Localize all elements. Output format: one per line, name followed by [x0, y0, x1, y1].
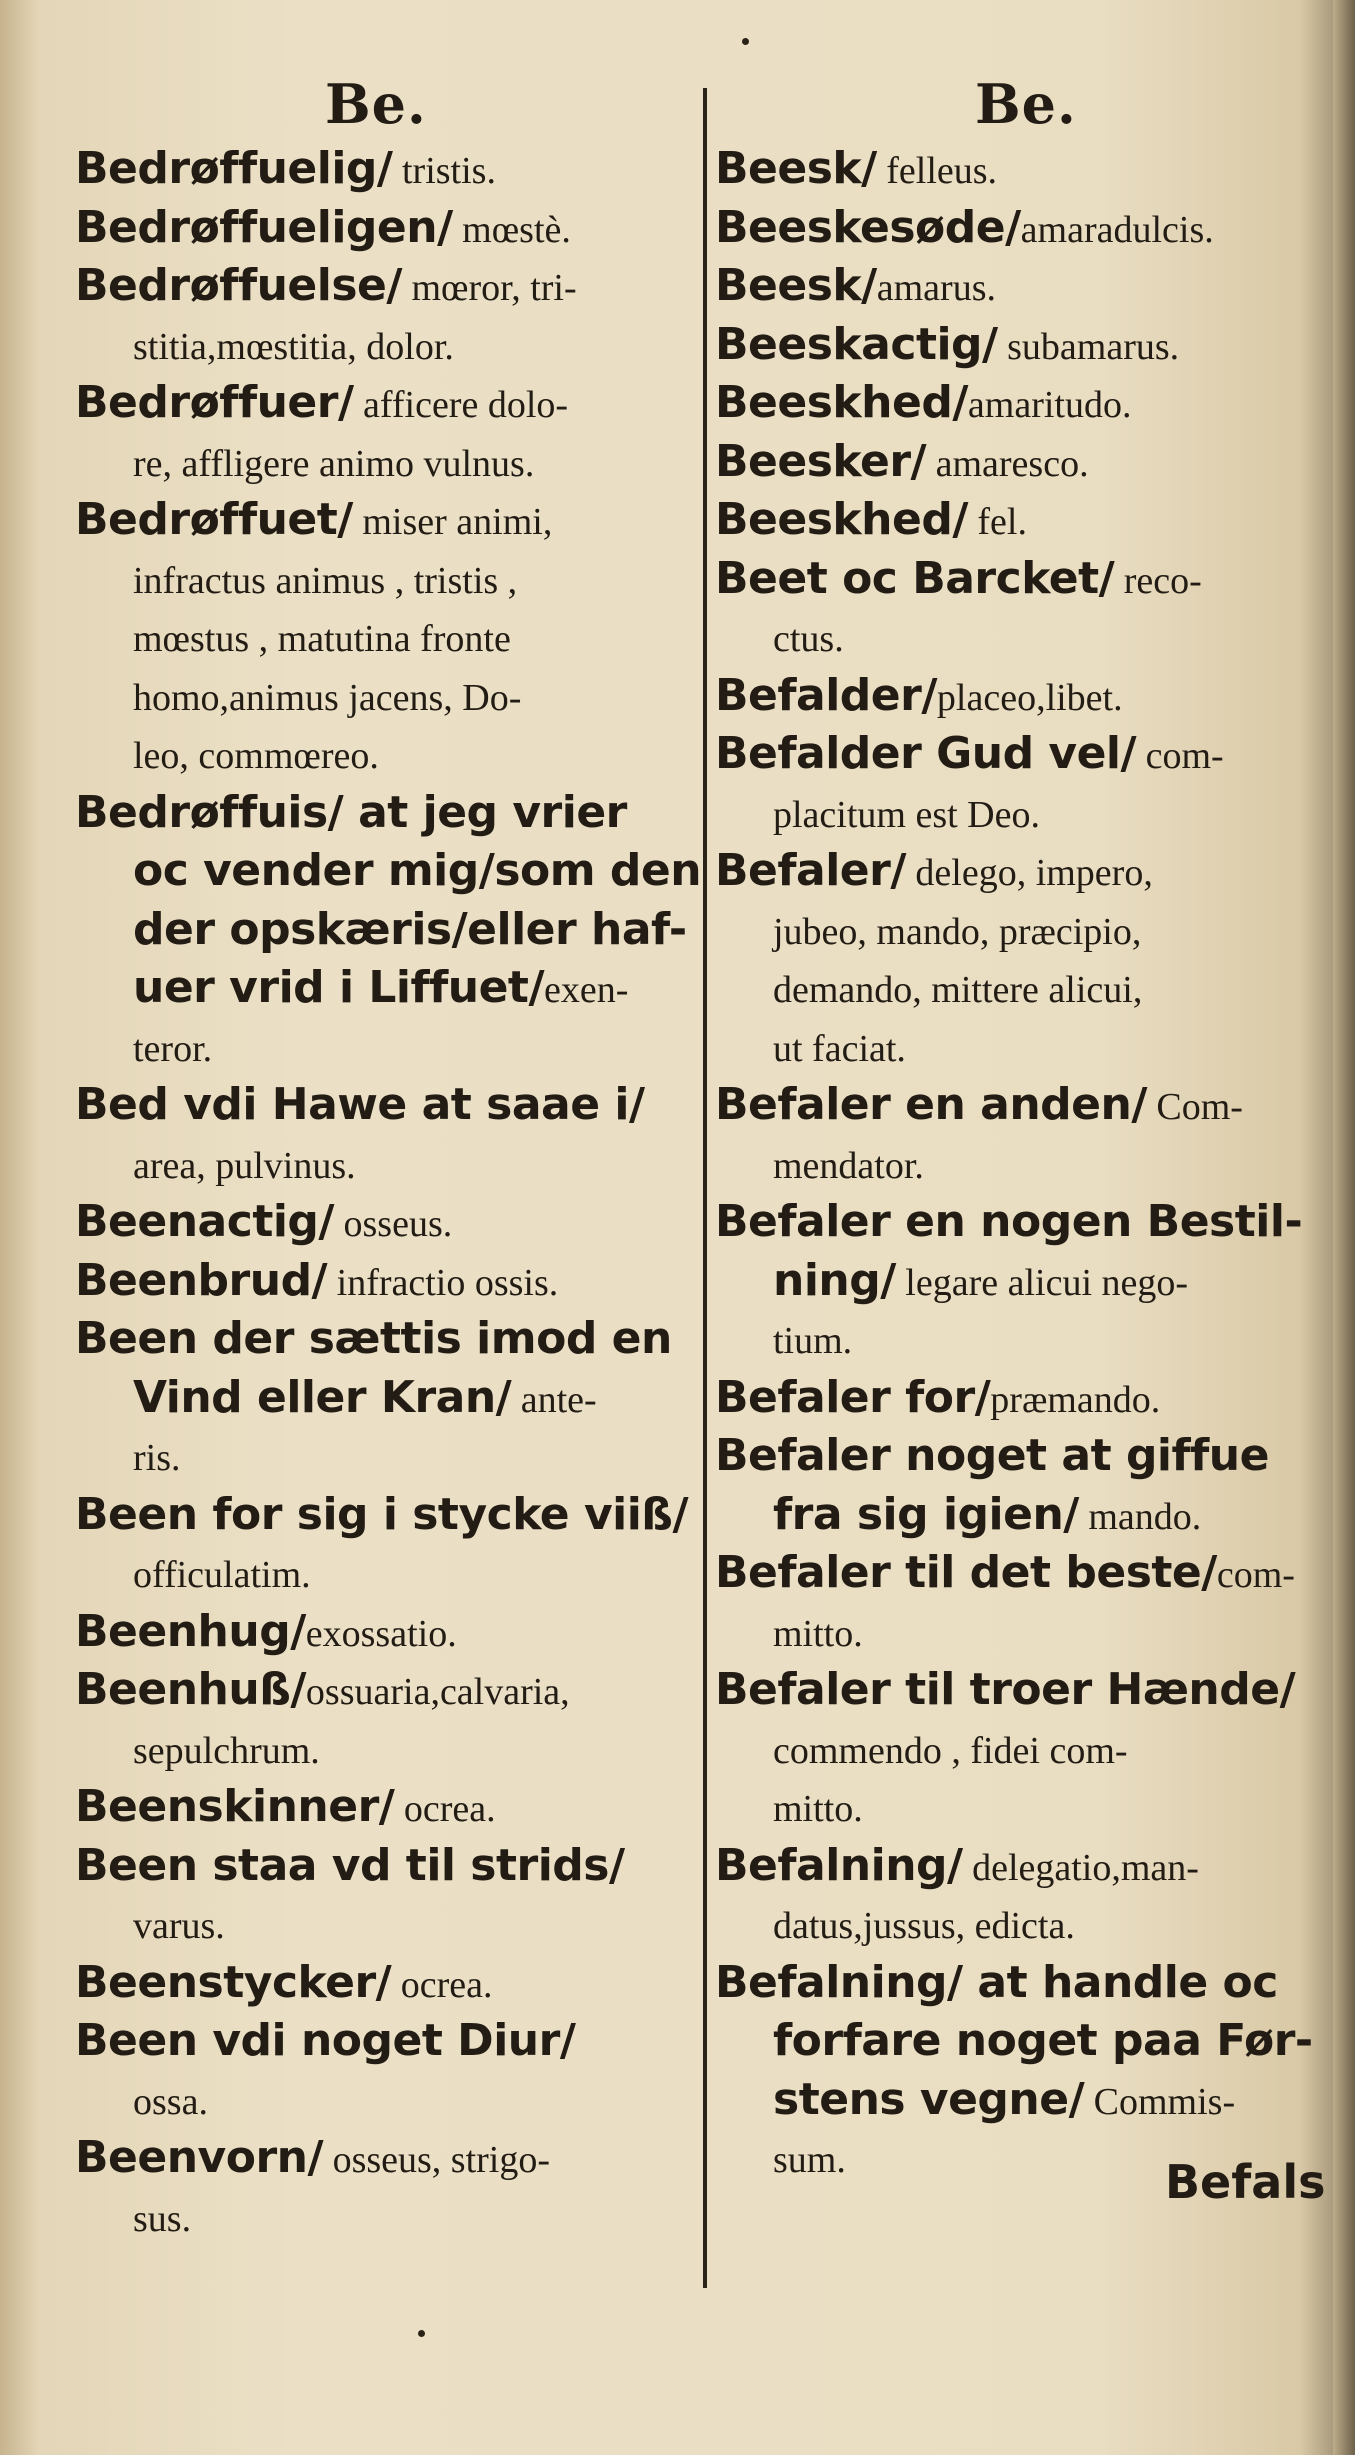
latin-gloss: ossa. — [133, 2080, 208, 2123]
latin-gloss: reco- — [1114, 559, 1202, 602]
entry-line — [773, 1135, 1320, 1194]
entry-line — [75, 784, 685, 843]
latin-gloss: subamarus. — [997, 325, 1180, 368]
entry-line — [715, 1076, 1320, 1135]
dictionary-entry — [75, 2012, 685, 2129]
dictionary-entry — [75, 1252, 685, 1311]
latin-gloss: exossatio. — [305, 1612, 457, 1655]
headword: Beeskesøde/ — [715, 201, 1021, 253]
dictionary-entry — [75, 784, 702, 1077]
latin-gloss: tium. — [773, 1320, 853, 1362]
entry-line — [773, 1486, 1320, 1545]
latin-gloss: placeo,libet. — [936, 676, 1123, 719]
dictionary-entry — [75, 1778, 685, 1837]
entry-line — [133, 1427, 685, 1486]
headword: forfare noget paa Før- — [773, 2015, 1313, 2066]
dictionary-entry — [75, 1193, 685, 1252]
entry-line — [715, 199, 1320, 258]
latin-gloss: area, pulvinus. — [133, 1144, 356, 1187]
latin-gloss: mendator. — [773, 1144, 924, 1187]
dictionary-entry — [715, 199, 1320, 258]
latin-gloss: præmando. — [990, 1378, 1161, 1421]
entry-line — [133, 2071, 685, 2130]
column-divider — [703, 88, 707, 2288]
entry-line — [133, 1135, 685, 1194]
entry-line — [715, 1544, 1320, 1603]
entry-line — [75, 140, 685, 199]
dictionary-entry — [715, 1193, 1320, 1369]
latin-gloss: placitum est Deo. — [773, 793, 1040, 836]
latin-gloss: mitto. — [773, 1788, 863, 1830]
entry-line — [715, 374, 1320, 433]
entry-line — [133, 550, 685, 609]
entry-line — [715, 667, 1320, 726]
headword: Bedrøffuet/ — [75, 494, 353, 545]
entry-line — [773, 1603, 1320, 1662]
dictionary-entry — [75, 1837, 685, 1954]
headword: Bedrøffuelig/ — [75, 143, 393, 194]
latin-gloss: mando. — [1078, 1495, 1202, 1538]
dictionary-entry — [715, 1954, 1320, 2188]
entry-line — [75, 491, 685, 550]
headword: Beeskhed/ — [715, 377, 968, 428]
entry-line — [773, 1778, 1320, 1837]
headword: Befaler til det beste/ — [715, 1547, 1217, 1598]
entry-line — [715, 433, 1320, 492]
entry-line — [715, 842, 1320, 901]
latin-gloss: amaritudo. — [967, 384, 1132, 426]
entry-line — [133, 725, 685, 784]
latin-gloss: varus. — [133, 1905, 225, 1947]
latin-gloss: ut faciat. — [773, 1027, 906, 1070]
entry-line — [75, 2129, 685, 2188]
headword: Bedrøffuis/ at jeg vrier — [75, 786, 627, 838]
headword: Befaler noget at giffue — [715, 1430, 1269, 1481]
headword: Beenstycker/ — [75, 1956, 392, 2008]
latin-gloss: infractio ossis. — [327, 1261, 559, 1304]
latin-gloss: sepulchrum. — [133, 1729, 320, 1772]
entry-line — [75, 1954, 685, 2013]
dictionary-entry — [75, 1954, 685, 2013]
dictionary-entry — [715, 1427, 1320, 1544]
headword: Beesk/ — [715, 143, 877, 194]
headword: Beenvorn/ — [75, 2132, 324, 2183]
dictionary-entry — [715, 433, 1320, 492]
latin-gloss: ossuaria,calvaria, — [305, 1671, 570, 1713]
dictionary-entry — [75, 1076, 685, 1193]
entry-line — [75, 257, 685, 316]
dictionary-entry — [715, 1076, 1320, 1193]
latin-gloss: amarus. — [876, 267, 996, 309]
dictionary-entry — [75, 1661, 685, 1778]
latin-gloss: datus,jussus, edicta. — [773, 1905, 1075, 1947]
dictionary-entry — [75, 257, 685, 374]
dictionary-entry — [75, 140, 685, 199]
latin-gloss: mitto. — [773, 1612, 863, 1655]
dictionary-entry — [715, 491, 1320, 550]
latin-gloss: felleus. — [876, 150, 998, 192]
dictionary-entry — [75, 1486, 689, 1603]
entry-line — [133, 1720, 685, 1779]
latin-gloss: afficere dolo- — [353, 384, 569, 426]
entry-line — [133, 1544, 685, 1603]
headword: Bed vdi Hawe at saae i/ — [75, 1079, 645, 1130]
headword: Beenactig/ — [75, 1196, 334, 1247]
headword: Befalder Gud vel/ — [715, 728, 1137, 779]
dictionary-entry — [75, 1603, 685, 1662]
dictionary-entry — [715, 842, 1320, 1076]
headword: Beenskinner/ — [75, 1781, 395, 1832]
latin-gloss: sum. — [773, 2139, 846, 2181]
headword: Bedrøffuer/ — [75, 377, 354, 428]
entry-line — [773, 1310, 1320, 1369]
right-entries — [715, 140, 1320, 2188]
entry-line — [773, 608, 1320, 667]
left-column-header: Be. — [325, 72, 427, 136]
latin-gloss: com- — [1136, 735, 1224, 777]
headword: Beet oc Barcket/ — [715, 552, 1115, 604]
headword: Beeskhed/ — [715, 494, 968, 545]
headword: Befaler for/ — [715, 1371, 991, 1423]
dictionary-entry — [715, 316, 1320, 375]
headword: Befalning/ at handle oc — [715, 1956, 1278, 2008]
latin-gloss: fel. — [967, 501, 1027, 543]
entry-line — [715, 550, 1320, 609]
entry-line — [75, 1661, 685, 1720]
latin-gloss: tristis. — [392, 150, 496, 192]
entry-line — [773, 2071, 1320, 2130]
entry-line — [715, 1193, 1320, 1252]
headword: uer vrid i Liffuet/ — [133, 962, 545, 1013]
headword: Been vdi noget Diur/ — [75, 2015, 576, 2066]
latin-gloss: mœror, tri- — [401, 267, 577, 309]
latin-gloss: re, affligere animo vulnus. — [133, 442, 535, 485]
dictionary-entry — [715, 1661, 1320, 1837]
entry-line — [715, 725, 1320, 784]
entry-line — [773, 2012, 1320, 2071]
dictionary-entry — [715, 257, 1320, 316]
latin-gloss: mœstè. — [452, 208, 571, 251]
latin-gloss: homo,animus jacens, Do- — [133, 676, 522, 719]
entry-line — [75, 1076, 685, 1135]
entry-line — [773, 784, 1320, 843]
latin-gloss: demando, mittere alicui, — [773, 969, 1143, 1011]
latin-gloss: osseus, strigo- — [323, 2139, 551, 2181]
entry-line — [715, 257, 1320, 316]
headword: Befaler en anden/ — [715, 1079, 1147, 1130]
latin-gloss: delego, impero, — [905, 852, 1153, 894]
latin-gloss: amaresco. — [926, 442, 1089, 485]
headword: Beenhuß/ — [75, 1664, 306, 1715]
entry-line — [75, 2012, 685, 2071]
dictionary-entry — [715, 550, 1320, 667]
entry-line — [75, 1486, 689, 1545]
entry-line — [715, 140, 1320, 199]
headword: Been staa vd til strids/ — [75, 1839, 625, 1891]
entry-line — [715, 1954, 1320, 2013]
headword: Befalder/ — [715, 669, 937, 721]
dictionary-entry — [715, 374, 1320, 433]
dictionary-entry — [75, 199, 685, 258]
latin-gloss: osseus. — [334, 1203, 453, 1245]
dictionary-entry — [715, 1837, 1320, 1954]
entry-line — [75, 199, 685, 258]
entry-line — [75, 374, 685, 433]
entry-line — [75, 1837, 685, 1896]
left-entries — [75, 140, 702, 2246]
entry-line — [75, 1252, 685, 1311]
entry-line — [133, 2188, 685, 2247]
headword: Beenhug/ — [75, 1605, 306, 1657]
headword: Been for sig i stycke viiß/ — [75, 1488, 689, 1540]
latin-gloss: Commis- — [1084, 2080, 1236, 2123]
entry-line — [133, 959, 685, 1018]
dictionary-entry — [75, 374, 685, 491]
latin-gloss: ante- — [511, 1378, 597, 1421]
latin-gloss: legare alicui nego- — [895, 1261, 1189, 1304]
headword: Befalning/ — [715, 1839, 963, 1891]
dictionary-entry — [715, 1544, 1320, 1661]
headword: Beesker/ — [715, 435, 927, 487]
latin-gloss: com- — [1216, 1554, 1295, 1596]
latin-gloss: ris. — [133, 1437, 181, 1479]
entry-line — [133, 901, 685, 960]
catchword: Befals — [1165, 2155, 1326, 2209]
right-column-header: Be. — [975, 72, 1077, 136]
dictionary-entry — [75, 1310, 685, 1486]
entry-line — [773, 1895, 1320, 1954]
latin-gloss: infractus animus , tristis , — [133, 559, 518, 602]
headword: oc vender mig/som den — [133, 845, 702, 896]
latin-gloss: amaradulcis. — [1020, 208, 1214, 251]
headword: Bedrøffuelse/ — [75, 260, 402, 311]
headword: ning/ — [773, 1254, 896, 1306]
headword: Been der sættis imod en — [75, 1313, 672, 1364]
headword: Beenbrud/ — [75, 1254, 328, 1306]
headword: fra sig igien/ — [773, 1488, 1079, 1540]
entry-line — [715, 1661, 1320, 1720]
entry-line — [715, 1837, 1320, 1896]
entry-line — [133, 667, 685, 726]
latin-gloss: officulatim. — [133, 1554, 311, 1596]
latin-gloss: ocrea. — [394, 1788, 496, 1830]
latin-gloss: Com- — [1146, 1086, 1243, 1128]
headword: Beesk/ — [715, 260, 877, 311]
latin-gloss: ctus. — [773, 618, 844, 660]
dictionary-entry — [715, 1369, 1320, 1428]
entry-line — [715, 1369, 1320, 1428]
latin-gloss: jubeo, mando, præcipio, — [773, 910, 1142, 953]
dictionary-entry — [715, 725, 1320, 842]
headword: Bedrøffueligen/ — [75, 201, 453, 253]
latin-gloss: mœstus , matutina fronte — [133, 618, 511, 660]
entry-line — [133, 433, 685, 492]
entry-line — [715, 491, 1320, 550]
latin-gloss: delegatio,man- — [962, 1846, 1199, 1889]
ink-dot-top — [742, 38, 749, 45]
headword: Befaler en nogen Bestil- — [715, 1196, 1303, 1247]
entry-line — [133, 1895, 685, 1954]
entry-line — [773, 901, 1320, 960]
page-edge — [1333, 0, 1355, 2455]
entry-line — [133, 1018, 685, 1077]
entry-line — [715, 1427, 1320, 1486]
dictionary-entry — [75, 2129, 685, 2246]
latin-gloss: teror. — [133, 1027, 213, 1070]
entry-line — [133, 842, 702, 901]
entry-line — [773, 1018, 1320, 1077]
latin-gloss: ocrea. — [391, 1963, 493, 2006]
entry-line — [75, 1193, 685, 1252]
entry-line — [75, 1603, 685, 1662]
entry-line — [773, 1252, 1320, 1311]
entry-line — [715, 316, 1320, 375]
ink-dot-bottom — [418, 2330, 425, 2337]
latin-gloss: stitia,mœstitia, dolor. — [133, 325, 454, 368]
headword: stens vegne/ — [773, 2073, 1085, 2125]
headword: Vind eller Kran/ — [133, 1371, 512, 1423]
dictionary-entry — [715, 667, 1320, 726]
entry-line — [773, 959, 1320, 1018]
latin-gloss: commendo , fidei com- — [773, 1729, 1128, 1772]
entry-line — [75, 1310, 685, 1369]
entry-line — [133, 608, 685, 667]
latin-gloss: miser animi, — [352, 501, 553, 543]
latin-gloss: sus. — [133, 2197, 192, 2240]
dictionary-entry — [75, 491, 685, 784]
entry-line — [133, 316, 685, 375]
headword: Befaler til troer Hænde/ — [715, 1664, 1296, 1715]
headword: der opskæris/eller haf- — [133, 903, 687, 955]
dictionary-entry — [715, 140, 1320, 199]
entry-line — [773, 1720, 1320, 1779]
entry-line — [133, 1369, 685, 1428]
headword: Befaler/ — [715, 845, 906, 896]
headword: Beeskactig/ — [715, 318, 998, 370]
latin-gloss: leo, commœreo. — [133, 735, 379, 777]
entry-line — [75, 1778, 685, 1837]
latin-gloss: exen- — [544, 969, 629, 1011]
